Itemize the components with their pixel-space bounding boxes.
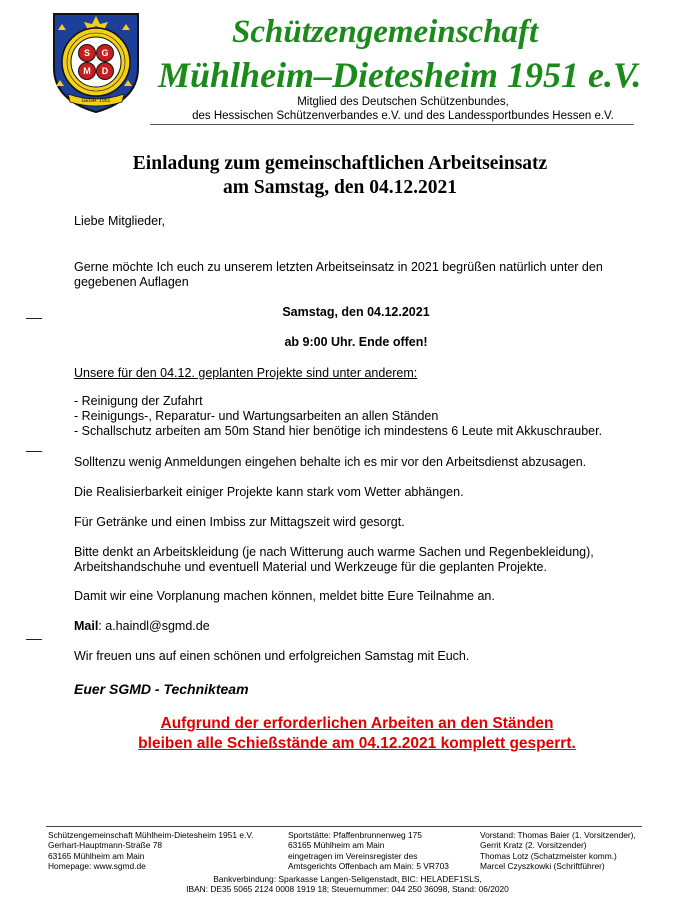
footer-address (48, 830, 253, 872)
org-name-line1: Schützengemeinschaft (232, 14, 539, 50)
intro-line1: Gerne möchte Ich euch zu unserem letzten Arbeitseinsatz in 2021 begrüßen natürlich unter den (74, 260, 603, 274)
footer-line: Thomas Lotz (Schatzmeister komm.) (480, 850, 617, 861)
intro-line2: gegebenen Auflagen (74, 275, 189, 289)
footer-line: 63165 Mühlheim am Main (288, 840, 385, 851)
footer-line: eingetragen im Vereinsregister des (288, 850, 418, 861)
footer-line: Homepage: www.sgmd.de (48, 861, 146, 872)
mail-address: : a.haindl@sgmd.de (98, 619, 210, 633)
footer-line: Schützengemeinschaft Mühlheim-Dietesheim 1951 e.V. (48, 830, 254, 840)
margin-mark (26, 639, 42, 640)
signature: Euer SGMD - Technikteam (74, 681, 249, 697)
logo-letter-m: M (83, 66, 91, 76)
food-note: Für Getränke und einen Imbiss zur Mittagszeit wird gesorgt. (74, 515, 405, 529)
membership-line2: des Hessischen Schützenverbandes e.V. und des Landessportbundes Hessen e.V. (192, 110, 614, 122)
footer-line: 63165 Mühlheim am Main (48, 850, 145, 861)
mail-label: Mail (74, 619, 99, 633)
footer-line: Gerhart-Hauptmann-Straße 78 (48, 840, 163, 851)
club-logo (50, 10, 142, 114)
planning-note: Damit wir eine Vorplanung machen können, meldet bitte Eure Teilnahme an. (74, 589, 495, 603)
footer-line: Sportstätte: Pfaffenbrunnenweg 175 (288, 830, 422, 840)
footer-line: Bankverbindung: Sparkasse Langen-Seligenstadt, BIC: HELADEF1SLS, (213, 874, 482, 884)
membership-note (173, 95, 633, 123)
logo-letter-s: S (83, 48, 91, 58)
closure-warning-line2: bleiben alle Schießstände am 04.12.2021 komplett gesperrt. (138, 735, 576, 752)
letter-title-line1: Einladung zum gemeinschaftlichen Arbeitseinsatz (132, 153, 548, 174)
logo-letter-d: D (101, 66, 109, 76)
projects-heading: Unsere für den 04.12. geplanten Projekte sind unter anderem: (74, 366, 418, 380)
footer-line: IBAN: DE35 5065 2124 0008 1919 18; Steuernummer: 044 250 36098, Stand: 06/2020 (186, 884, 509, 895)
event-time: ab 9:00 Uhr. Ende offen! (284, 335, 428, 349)
closing-note: Wir freuen uns auf einen schönen und erfolgreichen Samstag mit Euch. (74, 649, 470, 663)
registrations-note: Solltenzu wenig Anmeldungen eingehen behalte ich es mir vor den Arbeitsdienst abzusagen. (74, 455, 587, 469)
project-item: - Schallschutz arbeiten am 50m Stand hier benötige ich mindestens 6 Leute mit Akkuschrauber. (74, 424, 603, 438)
footer-bank (80, 874, 615, 895)
footer-line: Vorstand: Thomas Baier (1. Vorsitzender), (480, 830, 636, 840)
closure-warning-line1: Aufgrund der erforderlichen Arbeiten an den Ständen (160, 715, 554, 732)
weather-note: Die Realisierbarkeit einiger Projekte kann stark vom Wetter abhängen. (74, 485, 464, 499)
membership-line1: Mitglied des Deutschen Schützenbundes, (297, 96, 509, 108)
margin-mark (26, 451, 42, 452)
logo-letter-g: G (101, 48, 109, 58)
footer-venue (288, 830, 449, 872)
clothing-note-line2: Arbeitshandschuhe und eventuell Material und Werkzeuge für die geplanten Projekte. (74, 560, 547, 574)
logo-ribbon-text: GEGR. 1951 (81, 98, 111, 104)
footer-board (480, 830, 636, 872)
clothing-note-line1: Bitte denkt an Arbeitskleidung (je nach Witterung auch warme Sachen und Regenbekleidung), (74, 545, 594, 559)
header-divider (150, 124, 634, 125)
letter-title-line2: am Samstag, den 04.12.2021 (222, 177, 457, 198)
contact-mail (74, 619, 210, 634)
org-name-line2: Mühlheim–Dietesheim 1951 e.V. (158, 55, 642, 95)
project-item: - Reinigung der Zufahrt (74, 394, 203, 408)
footer-divider (46, 826, 642, 827)
project-item: - Reinigungs-, Reparatur- und Wartungsarbeiten an allen Ständen (74, 409, 439, 423)
footer-line: Gerrit Kratz (2. Vorsitzender) (480, 840, 587, 851)
event-date: Samstag, den 04.12.2021 (282, 305, 430, 319)
footer-line: Amtsgerichts Offenbach am Main: 5 VR703 (288, 861, 449, 872)
footer-line: Marcel Czyszkowki (Schriftführer) (480, 861, 605, 872)
margin-mark (26, 318, 42, 319)
greeting: Liebe Mitglieder, (74, 214, 166, 228)
